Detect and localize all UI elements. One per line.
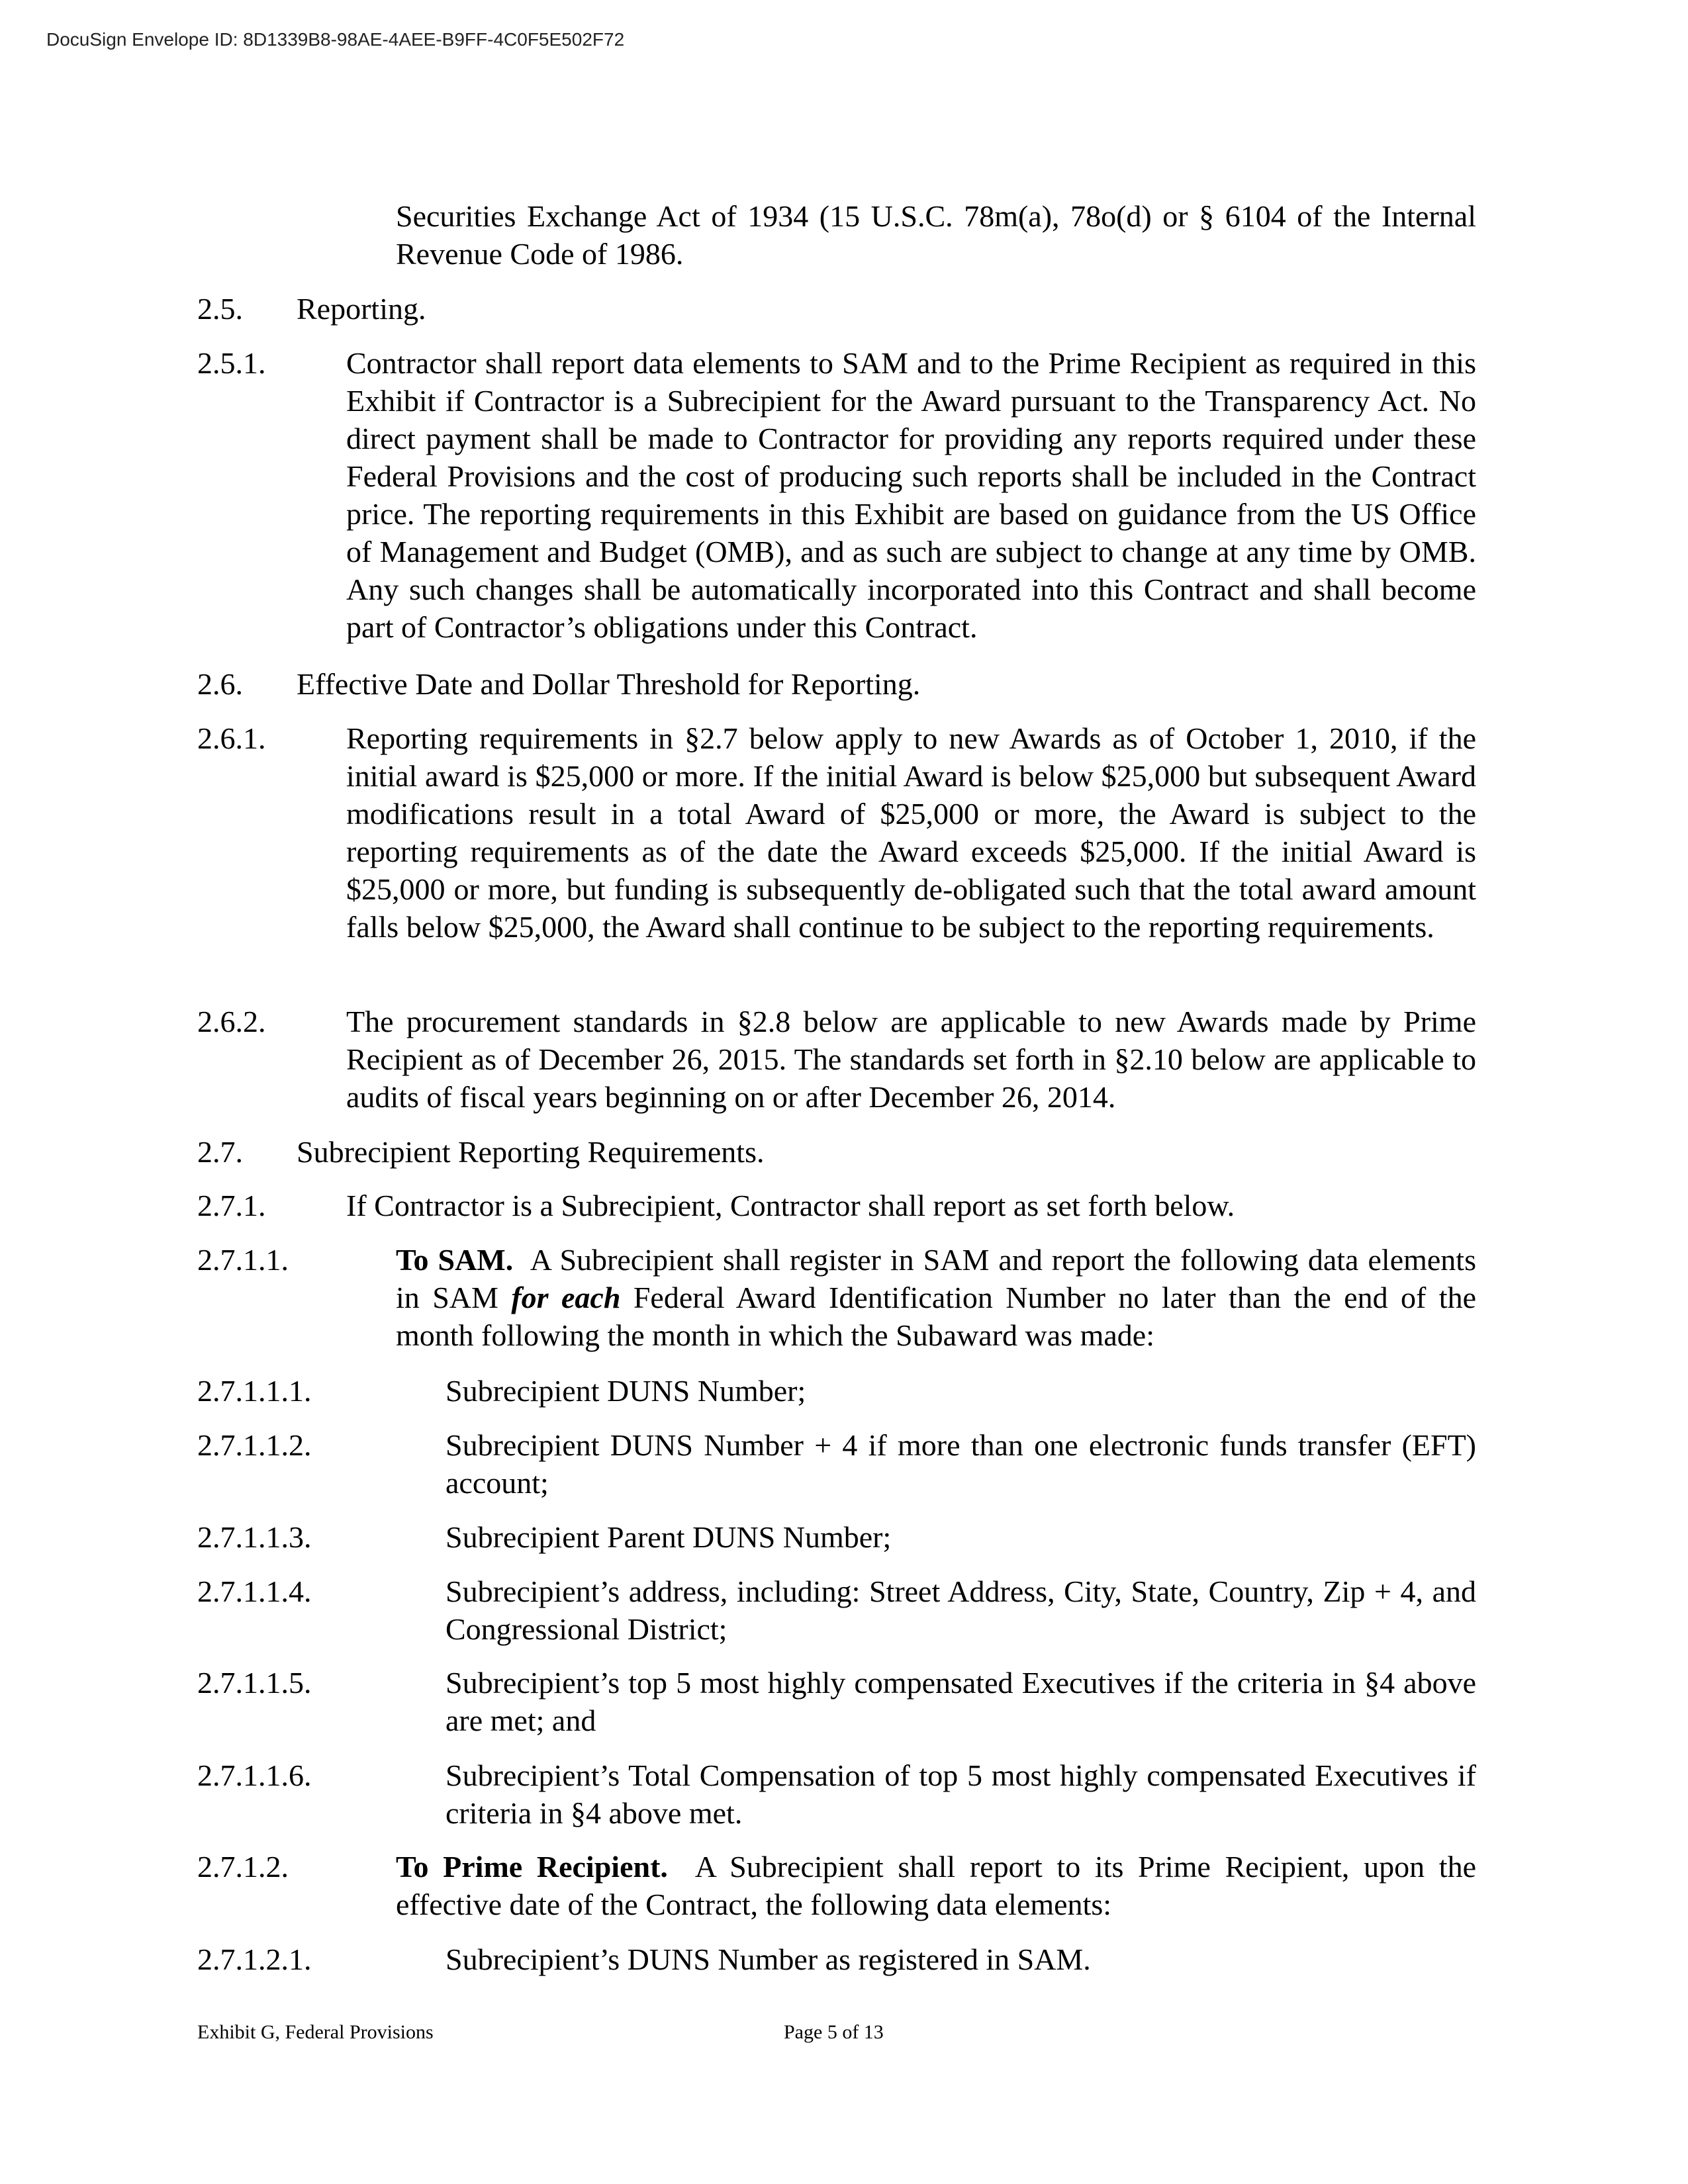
section-2-7-1-2 — [197, 1848, 1484, 1923]
section-2-7-1 — [197, 1187, 1476, 1224]
section-2-7 — [197, 1133, 1476, 1171]
emphasis-text: for each — [511, 1281, 621, 1314]
section-text-part: A Subrecipient shall report to its Prime Recipient, upon the effective date of the Contract, the following data elements: — [396, 1850, 1484, 1921]
section-2-5 — [197, 290, 1476, 328]
section-text: Subrecipient’s top 5 most highly compensated Executives if the criteria in §4 above are met; and — [445, 1666, 1476, 1737]
section-number: 2.5.1. — [197, 346, 266, 380]
continuation-paragraph — [197, 197, 1476, 273]
section-number: 2.7.1.1.5. — [197, 1666, 312, 1700]
section-2-7-1-1-1 — [197, 1372, 1476, 1410]
section-2-6 — [197, 665, 1476, 703]
section-text: Reporting requirements in §2.7 below apply to new Awards as of October 1, 2010, if the initial award is $25,000 or more. If the initial Award is below $25,000 but subsequent Award modifications result in a total Award of $25,000 or more, the Award is subject to the reporting requirements as of the date the Award exceeds $25,000. If the initial Award is $25,000 or more, but funding is subsequently de-obligated such that the total award amount falls below $25,000, the Award shall continue to be subject to the reporting requirements. — [346, 721, 1476, 944]
section-text: If Contractor is a Subrecipient, Contractor shall report as set forth below. — [346, 1189, 1235, 1222]
section-number: 2.5. — [197, 292, 243, 326]
section-text: Subrecipient Parent DUNS Number; — [445, 1520, 892, 1554]
section-number: 2.6.2. — [197, 1005, 266, 1038]
section-2-7-1-1-6 — [197, 1756, 1476, 1832]
section-number: 2.6.1. — [197, 721, 266, 755]
section-title: Subrecipient Reporting Requirements. — [297, 1135, 765, 1169]
section-text: Subrecipient’s DUNS Number as registered in SAM. — [445, 1942, 1091, 1976]
section-2-7-1-1-2 — [197, 1426, 1476, 1502]
section-2-7-1-1 — [197, 1241, 1484, 1354]
section-text: The procurement standards in §2.8 below are applicable to new Awards made by Prime Recipient as of December 26, 2015. The standards set forth in §2.10 below are applicable to audits of fiscal years beginning on or after December 26, 2014. — [346, 1005, 1476, 1114]
section-text: Subrecipient’s address, including: Street Address, City, State, Country, Zip + 4, and Congressional District; — [445, 1574, 1476, 1646]
section-text — [396, 1848, 1484, 1923]
section-number: 2.7.1.1.4. — [197, 1574, 312, 1608]
section-number: 2.7.1.1.2. — [197, 1428, 312, 1462]
section-text: Contractor shall report data elements to SAM and to the Prime Recipient as required in this Exhibit if Contractor is a Subrecipient for the Award pursuant to the Transparency Act. No direct payment shall be made to Contractor for providing any reports required under these Federal Provisions and the cost of producing such reports shall be included in the Contract price. The reporting requirements in this Exhibit are based on guidance from the US Office of Management and Budget (OMB), and as such are subject to change at any time by OMB. Any such changes shall be automatically incorporated into this Contract and shall become part of Contractor’s obligations under this Contract. — [346, 346, 1476, 644]
section-number: 2.7. — [197, 1135, 243, 1169]
section-title: Reporting. — [297, 292, 426, 326]
section-lead: To Prime Recipient. — [396, 1850, 668, 1884]
section-2-7-1-1-4 — [197, 1572, 1476, 1648]
section-2-6-2 — [197, 1003, 1476, 1116]
section-text-part: Federal Award Identification Number no later than the end of the month following the month in which the Subaward was made: — [396, 1281, 1476, 1352]
section-number: 2.7.1.1.3. — [197, 1520, 312, 1554]
section-text-part: A Subrecipient shall register in SAM and report the following data elements in SAM — [396, 1243, 1484, 1314]
footer-document-name: Exhibit G, Federal Provisions — [197, 2021, 434, 2043]
section-2-5-1 — [197, 344, 1476, 646]
section-text: Subrecipient DUNS Number; — [445, 1374, 806, 1408]
section-2-7-1-2-1 — [197, 1940, 1476, 1978]
section-2-7-1-1-5 — [197, 1664, 1476, 1739]
section-number: 2.7.1.1.6. — [197, 1758, 312, 1792]
footer-page-number: Page 5 of 13 — [784, 2021, 884, 2043]
envelope-id: DocuSign Envelope ID: 8D1339B8-98AE-4AEE-B9FF-4C0F5E502F72 — [46, 29, 625, 50]
section-text: Subrecipient DUNS Number + 4 if more than one electronic funds transfer (EFT) account; — [445, 1428, 1476, 1500]
paragraph-text: Securities Exchange Act of 1934 (15 U.S.C. 78m(a), 78o(d) or § 6104 of the Internal Revenue Code of 1986. — [396, 199, 1476, 271]
section-lead: To SAM. — [396, 1243, 514, 1277]
section-text: Subrecipient’s Total Compensation of top 5 most highly compensated Executives if criteria in §4 above met. — [445, 1758, 1476, 1830]
section-2-6-1 — [197, 719, 1476, 946]
section-number: 2.7.1.2. — [197, 1850, 289, 1884]
section-number: 2.7.1.1. — [197, 1243, 289, 1277]
section-number: 2.6. — [197, 667, 243, 701]
section-number: 2.7.1.1.1. — [197, 1374, 312, 1408]
section-text — [396, 1241, 1484, 1354]
section-title: Effective Date and Dollar Threshold for Reporting. — [297, 667, 921, 701]
section-number: 2.7.1. — [197, 1189, 266, 1222]
section-2-7-1-1-3 — [197, 1518, 1476, 1556]
section-number: 2.7.1.2.1. — [197, 1942, 312, 1976]
